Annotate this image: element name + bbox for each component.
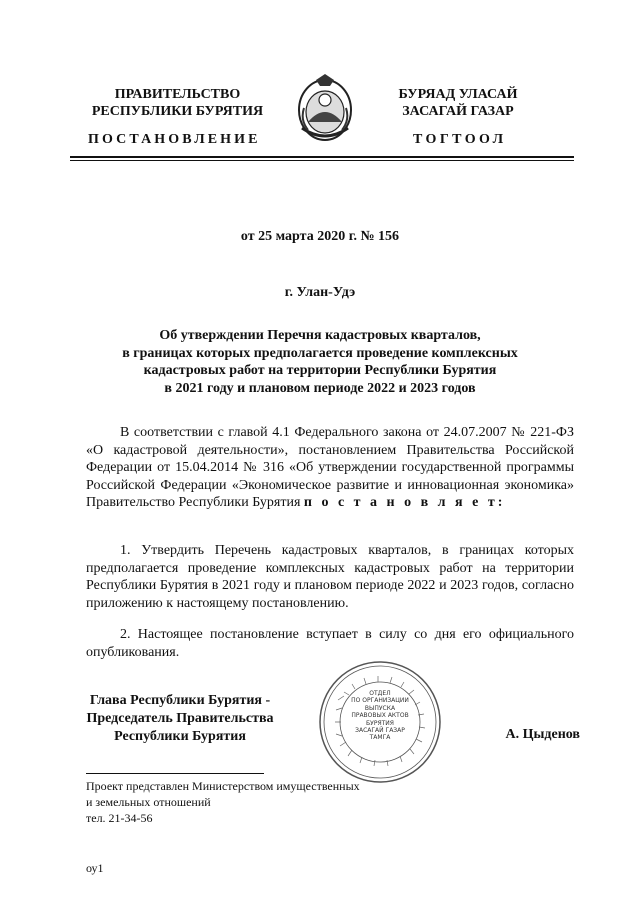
header-right-line: ЗАСАГАЙ ГАЗАР <box>402 104 514 119</box>
footer-rule <box>86 773 264 774</box>
decision-item-2 <box>86 626 574 661</box>
document-place: г. Улан-Удэ <box>284 285 356 300</box>
signatory-line: Председатель Правительства <box>86 711 274 726</box>
document-code: оу1 <box>86 861 104 875</box>
republic-emblem-icon <box>294 72 356 144</box>
government-name-bua <box>378 86 538 120</box>
government-name-ru <box>80 86 275 120</box>
document-title <box>100 327 540 397</box>
footer-line: и земельных отношений <box>86 795 211 809</box>
header-right-line: БУРЯАД УЛАСАЙ <box>398 87 518 102</box>
signatory-name: А. Цыденов <box>505 727 580 742</box>
document-kind-ru: ПОСТАНОВЛЕНИЕ <box>88 132 261 147</box>
footer-line: тел. 21-34-56 <box>86 811 153 825</box>
document-date-number: от 25 марта 2020 г. № 156 <box>240 229 400 244</box>
signatory-line: Глава Республики Бурятия - <box>89 693 271 708</box>
header-left-line: ПРАВИТЕЛЬСТВО <box>114 87 241 102</box>
document-kind-bua: ТОГТООЛ <box>413 132 507 147</box>
signatory-position <box>80 692 280 746</box>
preamble-paragraph <box>86 424 574 512</box>
seal-line: ТАМГА <box>369 734 391 742</box>
header-rule-thick <box>70 156 574 158</box>
item-text: 2. Настоящее постановление вступает в силу со дня его официального опубликования. <box>86 627 574 660</box>
seal-line: ПО ОРГАНИЗАЦИИ <box>351 697 409 705</box>
title-line: кадастровых работ на территории Республики Бурятия <box>143 363 497 378</box>
decision-item-1 <box>86 542 574 612</box>
footer-note <box>86 778 360 826</box>
preamble-text: В соответствии с главой 4.1 Федерального закона от 24.07.2007 № 221-ФЗ «О кадастровой деятельности», постановлением Правительства Российской Федерации от 15.04.2014 № 316 «Об утверждении государственной программы Российской Федерации «Экономическое развитие и инновационная экономика» Правительство Республики Бурятия <box>86 425 574 511</box>
seal-line: ВЫПУСКА <box>364 704 396 712</box>
title-line: Об утверждении Перечня кадастровых кварталов, <box>159 328 481 343</box>
header-left-line: РЕСПУБЛИКИ БУРЯТИЯ <box>91 104 264 119</box>
seal-line: ПРАВОВЫХ АКТОВ <box>351 712 409 720</box>
item-text: 1. Утвердить Перечень кадастровых кварталов, в границах которых предполагается проведение комплексных кадастровых работ на территории Республики Бурятия в 2021 году и плановом периоде 2022 и 2023 годов, согласно приложению к настоящему постановлению. <box>86 543 574 611</box>
preamble-emphasis: п о с т а н о в л я е т: <box>303 495 506 511</box>
header-rule-thin <box>70 160 574 161</box>
title-line: в 2021 году и плановом периоде 2022 и 2023 годов <box>164 380 476 396</box>
footer-line: Проект представлен Министерством имущественных <box>86 779 360 793</box>
seal-line: ОТДЕЛ <box>369 690 391 697</box>
signatory-line: Республики Бурятия <box>114 729 246 744</box>
seal-line: БУРЯТИЯ <box>366 719 394 727</box>
seal-inner-text <box>346 690 414 742</box>
seal-line: ЗАСАГАЙ ГАЗАР <box>355 727 405 735</box>
title-line: в границах которых предполагается проведение комплексных <box>122 345 518 361</box>
